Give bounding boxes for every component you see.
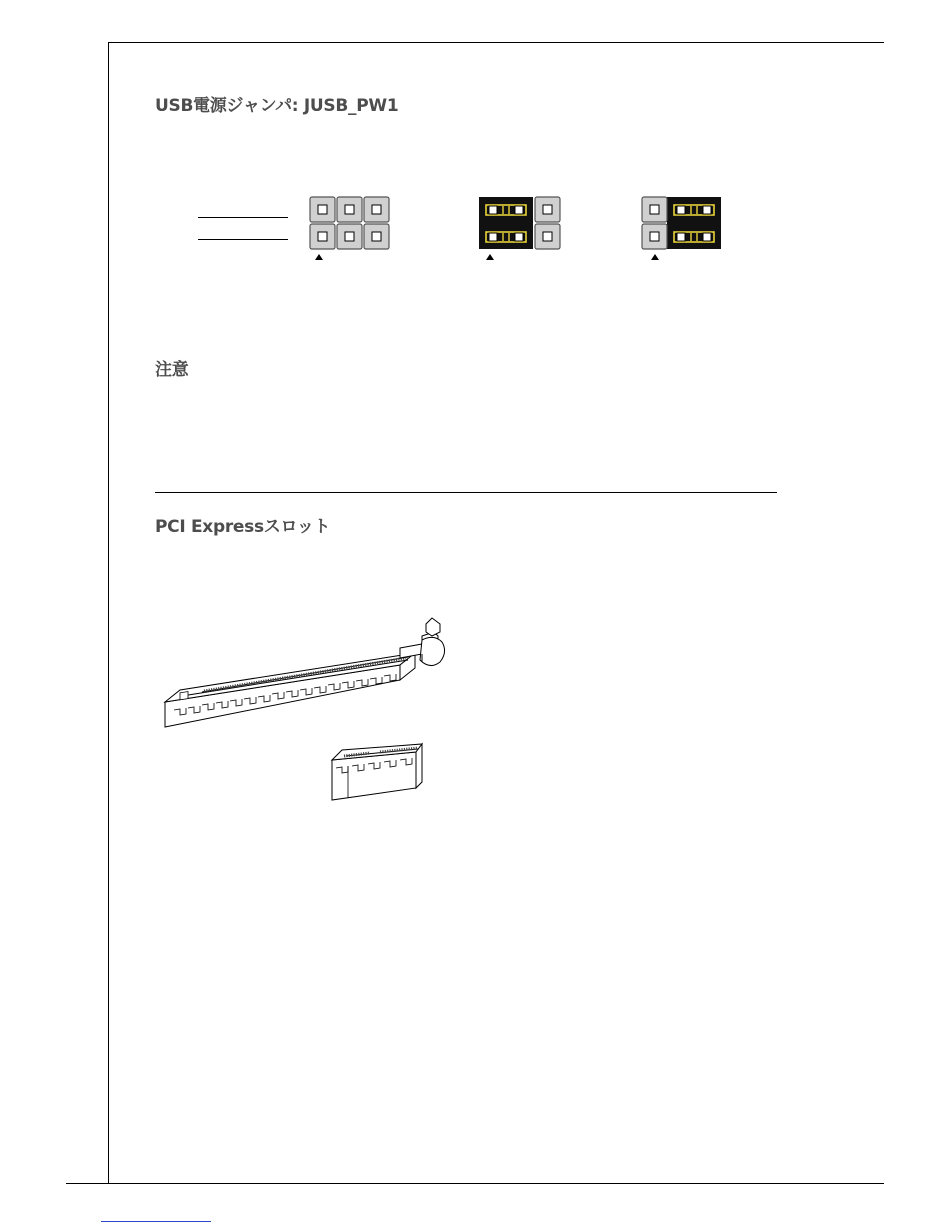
section-divider: [155, 492, 777, 493]
pin1-marker-icon: [315, 254, 323, 260]
note-heading: 注意: [155, 360, 189, 380]
footer-link-underline[interactable]: [101, 1221, 211, 1222]
jumper-2-3-closed-diagram: [640, 195, 726, 265]
pcie-x16-slot-illustration: [160, 610, 460, 735]
label-line-2: [198, 239, 288, 240]
pcie-x1-slot-illustration: [330, 738, 430, 808]
page-bottom-rule: [66, 1183, 884, 1184]
jumper-open-diagram: [308, 195, 394, 265]
pci-express-slot-heading: PCI Expressスロット: [155, 517, 331, 537]
label-line-1: [198, 217, 288, 218]
pin1-marker-icon: [486, 254, 494, 260]
jumper-1-2-closed-diagram: [479, 195, 565, 265]
pin1-marker-icon: [651, 254, 659, 260]
page-top-rule: [108, 42, 884, 43]
usb-power-jumper-heading: USB電源ジャンパ: JUSB_PW1: [155, 96, 399, 116]
page-left-rule: [108, 42, 109, 1184]
